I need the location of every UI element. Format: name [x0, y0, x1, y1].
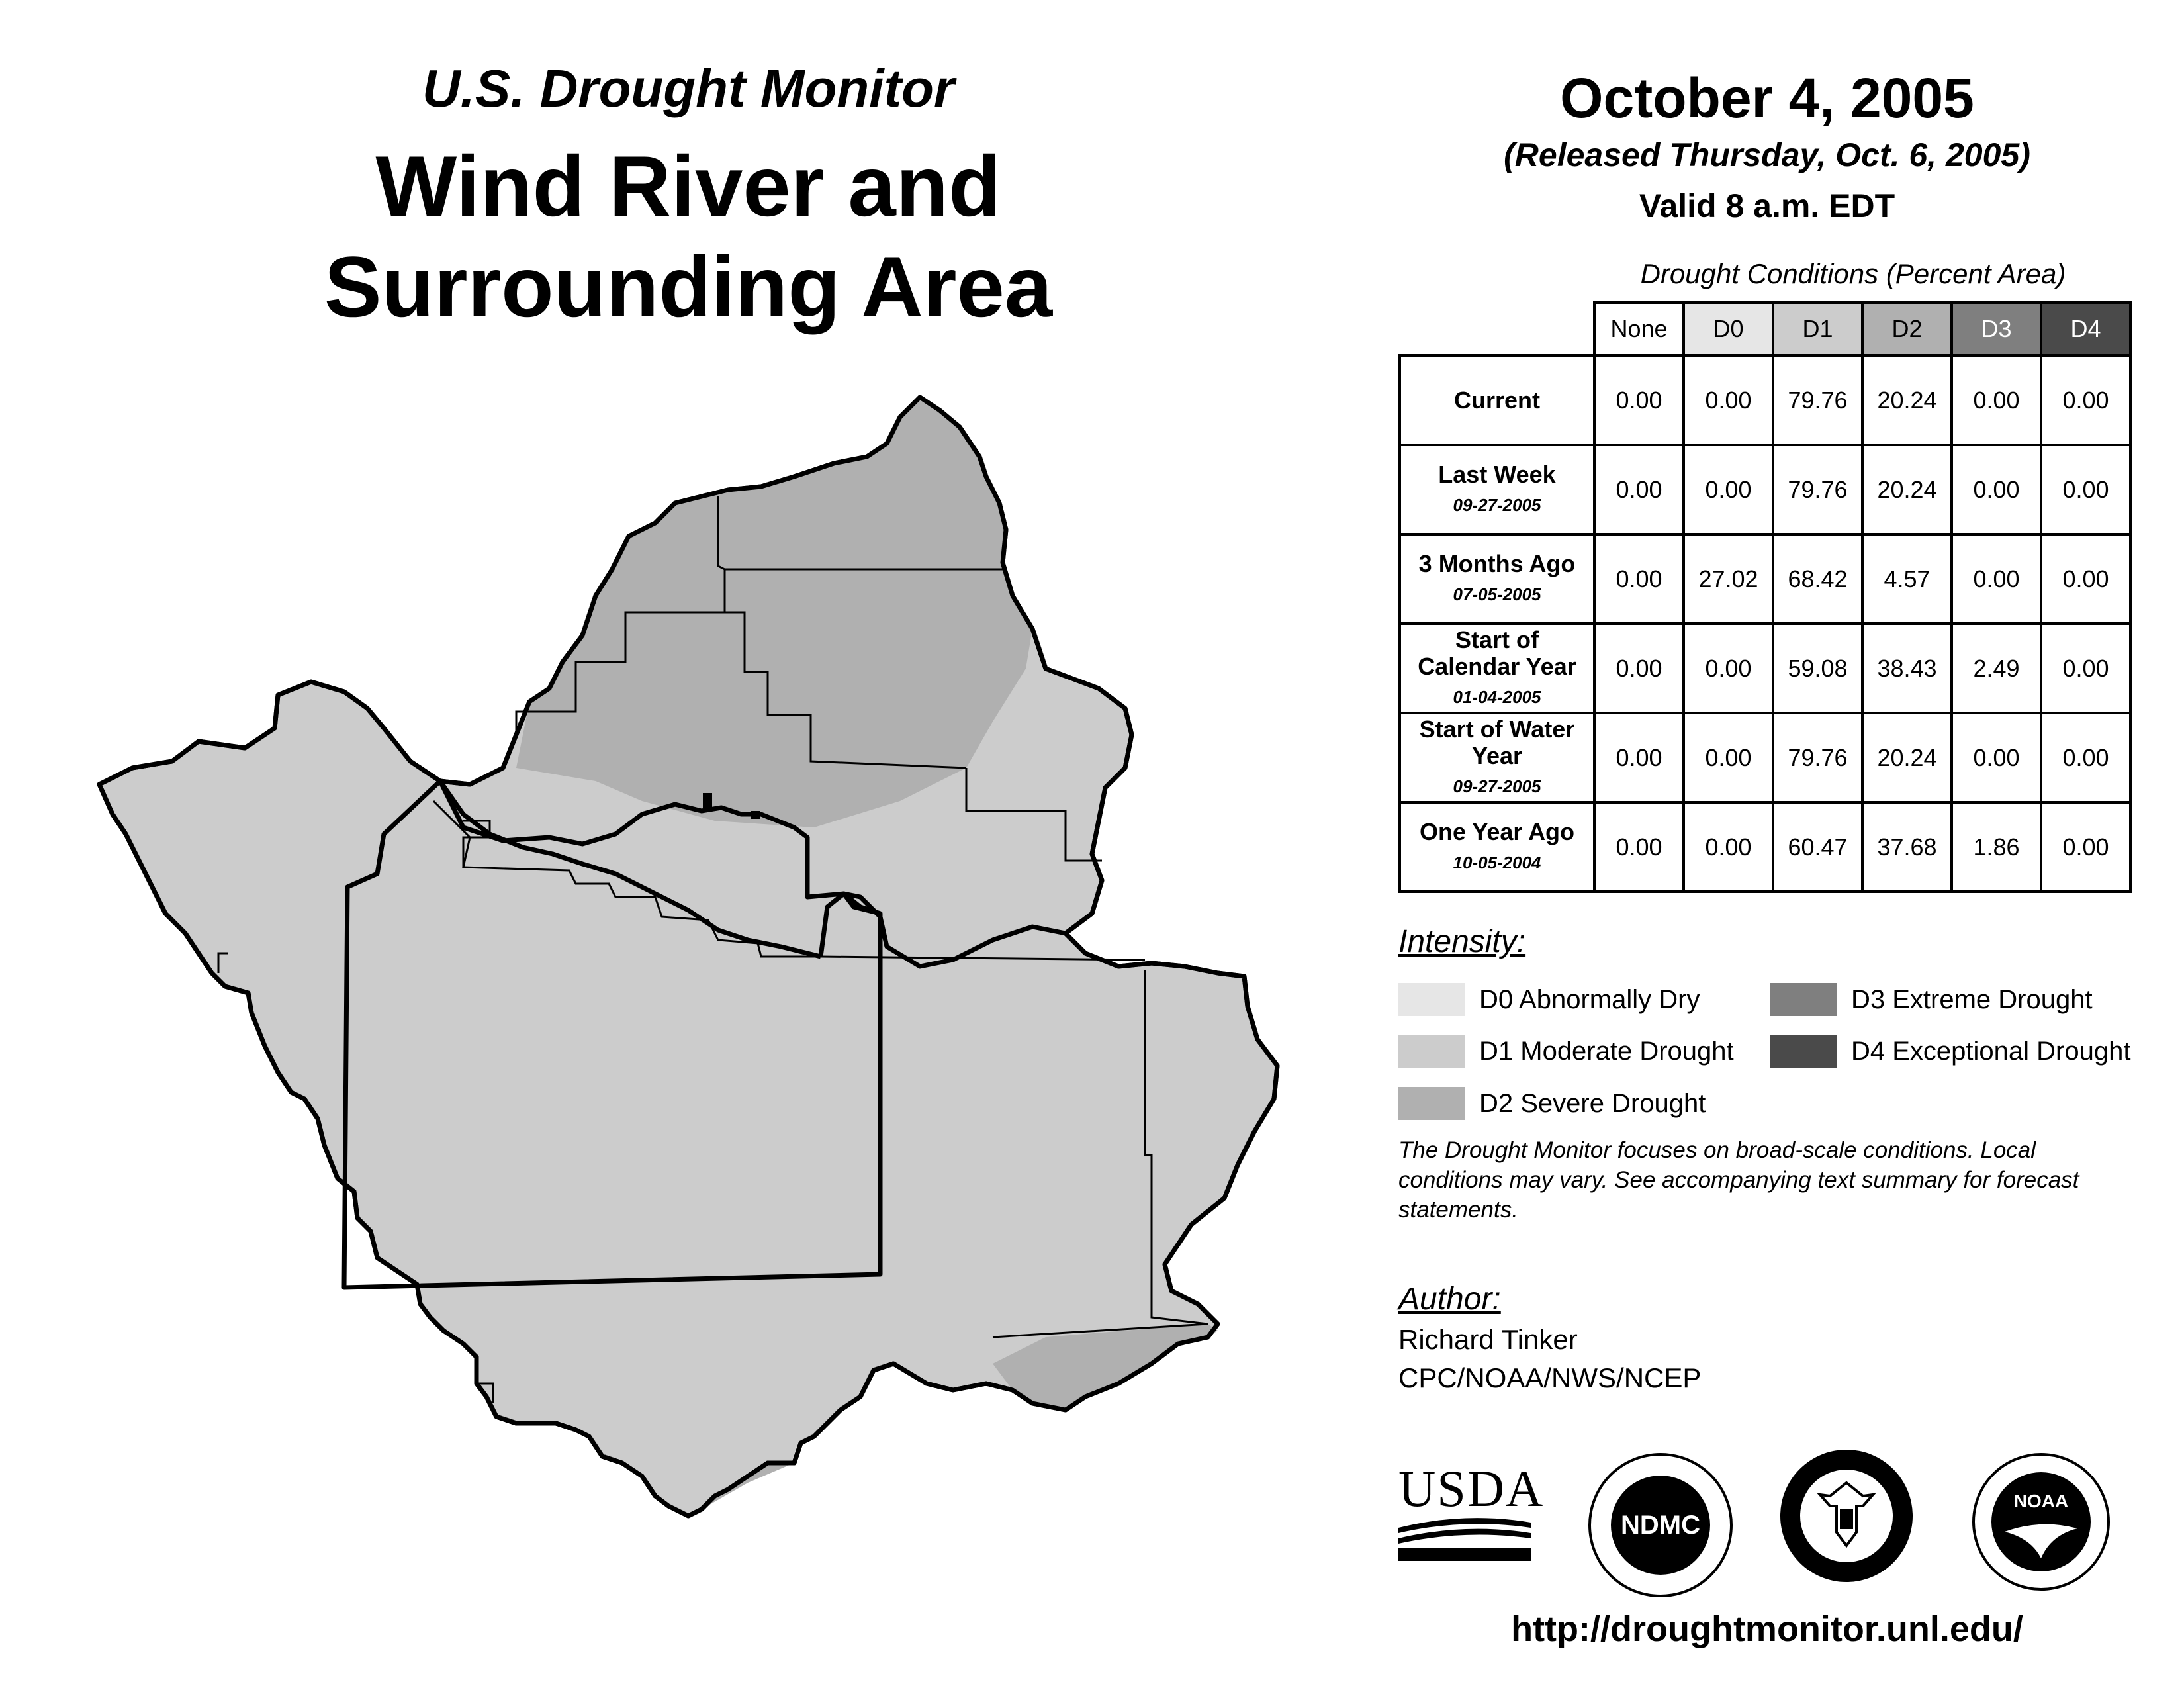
table-cell: 20.24 [1862, 355, 1952, 445]
row-label-text: Start of Calendar Year [1418, 626, 1576, 680]
table-cell: 0.00 [1594, 355, 1684, 445]
ndmc-logo-text: NDMC [1621, 1510, 1700, 1540]
disclaimer-note: The Drought Monitor focuses on broad-scale conditions. Local conditions may vary. See accompanying text summary for forecast statements. [1398, 1137, 2079, 1223]
website-url: http://droughtmonitor.unl.edu/ [1511, 1609, 2023, 1649]
author-name: Richard Tinker [1398, 1324, 1578, 1355]
legend-label: D2 Severe Drought [1479, 1088, 1706, 1118]
legend-item-d4 [1770, 1035, 2130, 1068]
usda-stripes-icon [1398, 1515, 1531, 1561]
commerce-seal-inner [1800, 1470, 1893, 1562]
col-header-d3: D3 [1952, 303, 2041, 355]
legend-swatch-d4 [1770, 1035, 1837, 1068]
table-cell: 0.00 [2041, 355, 2130, 445]
row-label-text: One Year Ago [1419, 818, 1575, 845]
table-cell: 0.00 [1594, 624, 1684, 713]
table-cell: 20.24 [1862, 713, 1952, 802]
table-row [1400, 445, 2130, 534]
table-cell: 79.76 [1773, 713, 1862, 802]
product-title: U.S. Drought Monitor [422, 59, 955, 118]
table-cell: 38.43 [1862, 624, 1952, 713]
usda-logo [1398, 1460, 1545, 1564]
col-header-none: None [1594, 303, 1684, 355]
row-label-date: 07-05-2005 [1453, 584, 1541, 604]
noaa-logo [1972, 1453, 2110, 1591]
row-label-text: Current [1453, 386, 1540, 414]
row-label-last-week [1400, 445, 1594, 534]
row-label-start-water-year [1400, 713, 1594, 802]
table-cell: 2.49 [1952, 624, 2041, 713]
row-label-3-months-ago [1400, 534, 1594, 624]
table-cell: 0.00 [2041, 445, 2130, 534]
legend-label: D1 Moderate Drought [1479, 1036, 1734, 1066]
row-label-date: 09-27-2005 [1453, 494, 1541, 515]
valid-time: Valid 8 a.m. EDT [1639, 187, 1895, 224]
noaa-logo-text: NOAA [2013, 1491, 2069, 1511]
table-cell: 0.00 [1594, 534, 1684, 624]
legend-swatch-d3 [1770, 983, 1837, 1016]
legend-swatch-d2 [1398, 1087, 1465, 1120]
legend-label: D3 Extreme Drought [1851, 984, 2093, 1014]
legend-item-d3 [1770, 983, 2093, 1016]
author-org: CPC/NOAA/NWS/NCEP [1398, 1362, 1702, 1393]
table-row [1400, 534, 2130, 624]
noaa-bird-icon [1991, 1472, 2091, 1571]
drought-conditions-table [1398, 301, 2132, 893]
row-label-start-calendar-year [1400, 624, 1594, 713]
table-cell: 0.00 [1594, 445, 1684, 534]
legend-swatch-d1 [1398, 1035, 1465, 1068]
table-cell: 79.76 [1773, 445, 1862, 534]
table-row [1400, 713, 2130, 802]
usda-logo-text: USDA [1398, 1460, 1545, 1517]
legend-label: D0 Abnormally Dry [1479, 984, 1700, 1014]
table-corner [1400, 303, 1594, 355]
table-cell: 0.00 [1684, 355, 1773, 445]
row-label-text: Start of Water Year [1419, 715, 1575, 769]
table-cell: 0.00 [1594, 713, 1684, 802]
legend-item-d1 [1398, 1035, 1734, 1068]
col-header-d1: D1 [1773, 303, 1862, 355]
table-cell: 0.00 [1952, 713, 2041, 802]
table-cell: 0.00 [2041, 624, 2130, 713]
legend-item-d0 [1398, 983, 1700, 1016]
ndmc-logo-inner [1611, 1476, 1710, 1575]
legend-label: D4 Exceptional Drought [1851, 1036, 2131, 1066]
table-row [1400, 355, 2130, 445]
table-cell: 1.86 [1952, 802, 2041, 892]
table-cell: 0.00 [1684, 624, 1773, 713]
table-cell: 0.00 [1684, 713, 1773, 802]
ndmc-logo [1588, 1453, 1733, 1597]
table-cell: 37.68 [1862, 802, 1952, 892]
row-label-current [1400, 355, 1594, 445]
legend-item-d2 [1398, 1087, 1706, 1120]
table-caption: Drought Conditions (Percent Area) [1640, 258, 2066, 289]
noaa-logo-inner [1991, 1472, 2091, 1571]
row-label-date: 10-05-2004 [1453, 852, 1541, 872]
map-date: October 4, 2005 [1560, 67, 1974, 129]
table-cell: 68.42 [1773, 534, 1862, 624]
table-cell: 0.00 [1952, 355, 2041, 445]
table-row [1400, 624, 2130, 713]
legend-swatch-d0 [1398, 983, 1465, 1016]
row-label-text: 3 Months Ago [1418, 549, 1576, 577]
table-cell: 0.00 [2041, 713, 2130, 802]
region-title-line2: Surrounding Area [324, 238, 1053, 335]
release-date: (Released Thursday, Oct. 6, 2005) [1504, 136, 2030, 173]
row-label-date: 09-27-2005 [1453, 776, 1541, 796]
legend-title: Intensity: [1398, 924, 1526, 959]
table-cell: 20.24 [1862, 445, 1952, 534]
table-cell: 0.00 [1684, 445, 1773, 534]
d2-area-north [516, 397, 1032, 827]
department-of-commerce-seal-icon [1780, 1450, 1913, 1582]
table-cell: 4.57 [1862, 534, 1952, 624]
table-cell: 0.00 [1594, 802, 1684, 892]
col-header-d2: D2 [1862, 303, 1952, 355]
eagle-shield-icon [1800, 1470, 1893, 1562]
row-label-date: 01-04-2005 [1453, 686, 1541, 707]
col-header-d4: D4 [2041, 303, 2130, 355]
table-cell: 60.47 [1773, 802, 1862, 892]
table-cell: 79.76 [1773, 355, 1862, 445]
table-cell: 27.02 [1684, 534, 1773, 624]
table-cell: 0.00 [1952, 534, 2041, 624]
col-header-d0: D0 [1684, 303, 1773, 355]
table-cell: 0.00 [2041, 802, 2130, 892]
author-label: Author: [1398, 1282, 1501, 1317]
region-title-line1: Wind River and [375, 138, 1001, 234]
row-label-one-year-ago [1400, 802, 1594, 892]
table-header-row [1400, 303, 2130, 355]
table-cell: 59.08 [1773, 624, 1862, 713]
row-label-text: Last Week [1438, 460, 1556, 488]
table-cell: 0.00 [2041, 534, 2130, 624]
table-cell: 0.00 [1952, 445, 2041, 534]
table-cell: 0.00 [1684, 802, 1773, 892]
table-row [1400, 802, 2130, 892]
